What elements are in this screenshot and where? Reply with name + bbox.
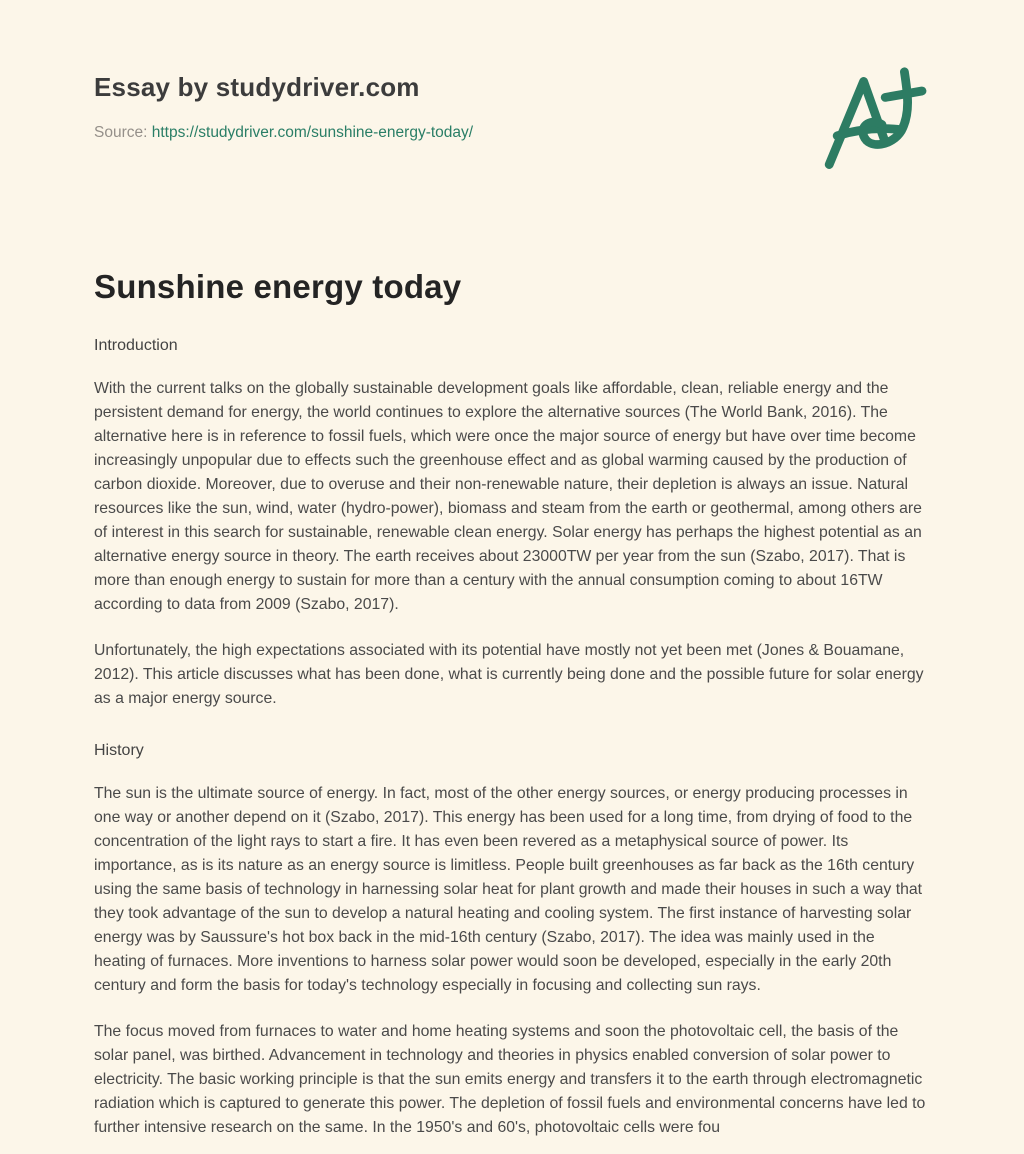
paragraph: The focus moved from furnaces to water and home heating systems and soon the photovoltaic cell, the basis of the solar panel, was birthed. Advancement in technology and theories in physics enabled conversion of solar power to electricity. The basic working principle is that the sun emits energy and transfers it to the earth through electromagnetic radiation which is captured to generate this power. The depletion of fossil fuels and environmental concerns have led to further intensive research on the same. In the 1950's and 60's, photovoltaic cells were fou xyxy=(94,1023,926,1136)
section-introduction xyxy=(94,337,930,711)
section-history xyxy=(94,742,930,1140)
section-heading-introduction: Introduction xyxy=(94,337,178,354)
paragraph: The sun is the ultimate source of energy. In fact, most of the other energy sources, or energy producing processes in one way or another depend on it (Szabo, 2017). This energy has been used for a long time, from drying of food to the concentration of the light rays to start a fire. It has even been revered as a metaphysical source of power. Its importance, as is its nature as an energy source is limitless. People built greenhouses as far back as the 16th century using the same basis of technology in harnessing solar heat for plant growth and made their houses in such a way that they took advantage of the sun to develop a natural heating and cooling system. The first instance of harvesting solar energy was by Saussure's hot box back in the mid-16th century (Szabo, 2017). The idea was mainly used in the heating of furnaces. More inventions to harness solar power would soon be developed, especially in the early 20th century and form the basis for today's technology especially in focusing and collecting sun rays. xyxy=(94,785,923,994)
section-heading-history: History xyxy=(94,742,144,759)
source-line xyxy=(94,124,818,142)
source-url-link[interactable]: https://studydriver.com/sunshine-energy-today/ xyxy=(151,124,474,141)
paragraph: Unfortunately, the high expectations associated with its potential have mostly not yet been met (Jones & Bouamane, 2012). This article discusses what has been done, what is currently being done and the possible future for solar energy as a major energy source. xyxy=(94,642,924,707)
document-header xyxy=(94,0,930,180)
article-title: Sunshine energy today xyxy=(94,268,462,305)
header-text-block xyxy=(94,72,818,142)
paragraph: With the current talks on the globally sustainable development goals like affordable, clean, reliable energy and the persistent demand for energy, the world continues to explore the alternative sources (The World Bank, 2016). The alternative here is in reference to fossil fuels, which were once the major source of energy but have over time become increasingly unpopular due to effects such the greenhouse effect and as global warming caused by the production of carbon dioxide. Moreover, due to overuse and their non-renewable nature, their depletion is always an issue. Natural resources like the sun, wind, water (hydro-power), biomass and steam from the earth or geothermal, among others are of interest in this search for sustainable, renewable clean energy. Solar energy has perhaps the highest potential as an alternative energy source in theory. The earth receives about 23000TW per year from the sun (Szabo, 2017). That is more than enough energy to sustain for more than a century with the annual consumption coming to about 16TW according to data from 2009 (Szabo, 2017). xyxy=(94,380,922,613)
source-label: Source: xyxy=(94,124,148,141)
essay-by-heading: Essay by studydriver.com xyxy=(94,72,420,102)
a-plus-logo-icon xyxy=(818,58,930,180)
